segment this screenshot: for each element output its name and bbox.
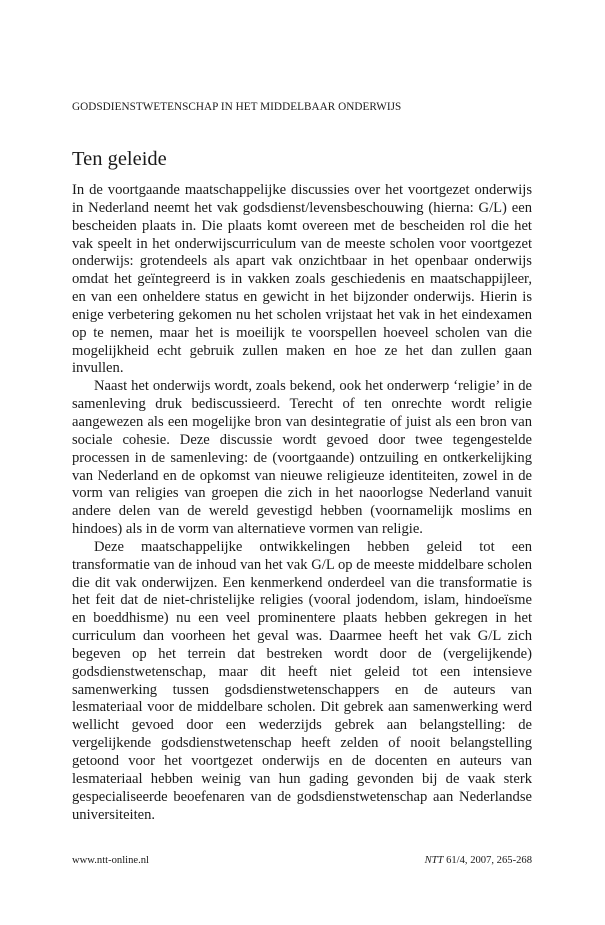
citation-details: 61/4, 2007, 265-268 (443, 855, 532, 866)
article-title: Ten geleide (72, 148, 167, 170)
journal-abbreviation: NTT (424, 855, 444, 866)
paragraph-3: Deze maatschappelijke ontwikkelingen hebben geleid tot een transformatie van de inhoud van het vak G/L op de meeste middelbare scholen die dit vak onderwijzen. Een kenmerkend onderdeel van die transformatie is het feit dat de niet-christelijke religies (vooral jodendom, islam, hindoeïsme en boeddhisme) nu een veel prominentere plaats hebben gekregen in het curriculum dan voorheen het geval was. Daarmee heeft het vak G/L zich begeven op het terrein dat bestreken wordt door de (vergelijkende) godsdienstwetenschap, maar dit heeft niet geleid tot een intensieve samenwerking tussen godsdienstwetenschappers en de auteurs van lesmateriaal voor de middelbare scholen. Dit gebrek aan samenwerking werd wellicht gevoed door een wederzijds gebrek aan belangstelling: de vergelijkende godsdienstwetenschap heeft zelden of nooit belangstelling getoond voor het voortgezet onderwijs en de docenten en auteurs van lesmateriaal hebben weinig van hun gading gevonden bij de vaak sterk gespecialiseerde beoefenaren van de godsdienstwetenschap aan Nederlandse universiteiten. (72, 538, 532, 823)
running-head: GODSDIENSTWETENSCHAP IN HET MIDDELBAAR ONDERWIJS (72, 101, 402, 113)
article-body (72, 182, 532, 824)
paragraph-1: In de voortgaande maatschappelijke discussies over het voortgezet onderwijs in Nederland neemt het vak godsdienst/levensbeschouwing (hierna: G/L) een bescheiden plaats in. Die plaats komt overeen met de bescheiden rol die het vak speelt in het onderwijscurriculum van de meeste scholen voor voortgezet onderwijs: grotendeels als apart vak onzichtbaar in het openbaar onderwijs omdat het geïntegreerd is in vakken zoals geschiedenis en maatschappijleer, en van een onheldere status en gewicht in het bijzonder onderwijs. Hierin is enige verbetering gekomen nu het scholen vrijstaat het vak in het eindexamen op te nemen, maar het is moeilijk te voorspellen hoeveel scholen van die mogelijkheid echt gebruik zullen maken en hoe ze het dan zullen gaan invullen. (72, 182, 532, 377)
footer-citation (425, 855, 532, 866)
page-footer (72, 855, 532, 866)
paragraph-2: Naast het onderwijs wordt, zoals bekend, ook het onderwerp ‘religie’ in de samenleving druk bediscussieerd. Terecht of ten onrechte wordt religie aangewezen als een mogelijke bron van desintegratie of juist als een bron van sociale cohesie. Deze discussie wordt gevoed door twee tegengestelde processen in de samenleving: de (voortgaande) ontzuiling en ontkerkelijking van Nederland en de opkomst van nieuwe religieuze identiteiten, zowel in de vorm van religies van groepen die zich in het naoorlogse Nederland vanuit andere delen van de wereld gevestigd hebben (voornamelijk moslims en hindoes) als in de vorm van alternatieve vormen van religie. (72, 378, 532, 538)
document-page (72, 0, 532, 925)
footer-website: www.ntt-online.nl (72, 855, 149, 866)
